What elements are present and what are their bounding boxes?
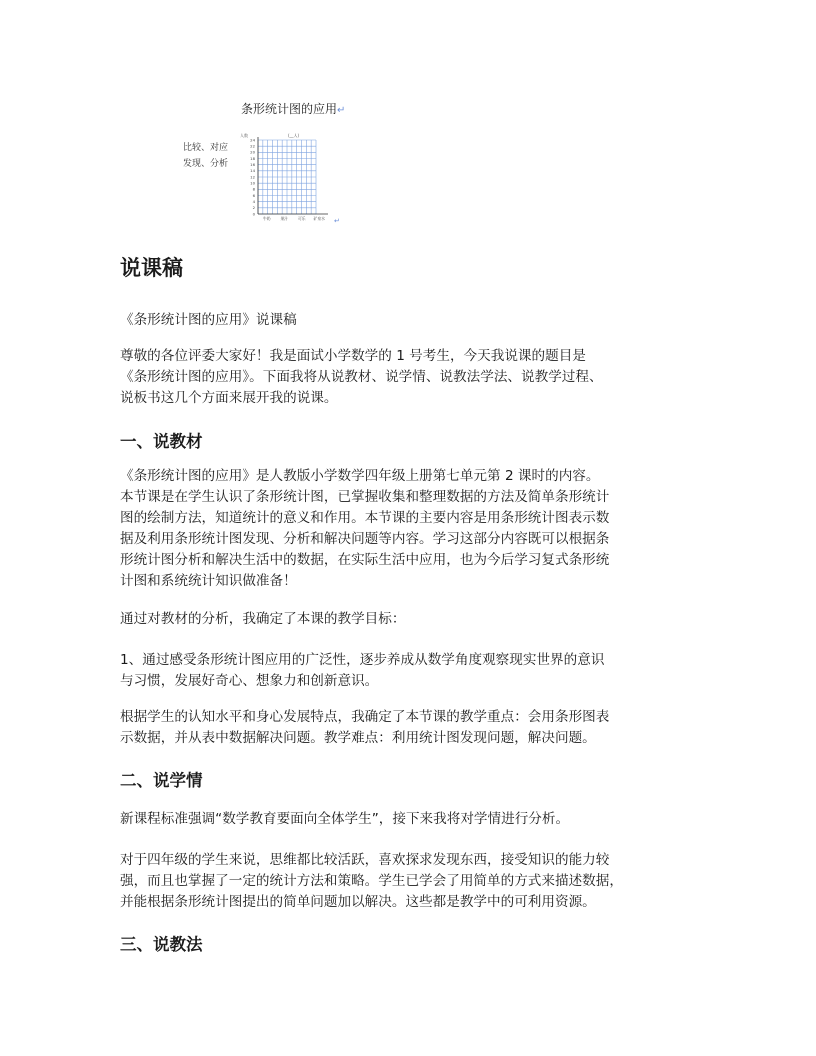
paragraph-mark-icon: ↵ <box>337 105 346 116</box>
y-tick-label: 14 <box>250 168 255 174</box>
y-tick-label: 24 <box>250 137 255 143</box>
key-points-paragraph: 根据学生的认知水平和身心发展特点，我确定了本节课的教学重点：会用条形图表 示数据，并从表中数据解决问题。教学难点：利用统计图发现问题，解决问题。 <box>120 709 610 746</box>
paragraph-mark-icon: ↵ <box>334 217 340 224</box>
students-paragraph: 对于四年级的学生来说，思维都比较活跃，喜欢探求发现东西，接受知识的能力较 强，而且也掌握了一定的统计方法和策略。学生已学会了用简单的方式来描述数据， 并能根据条形统计图提出的简单问题加以解决。这些都是教学中的可利用资源。 <box>120 852 623 910</box>
y-tick-label: 16 <box>250 162 255 168</box>
y-tick-label: 18 <box>250 155 255 161</box>
x-category-label: 可乐 <box>297 216 306 221</box>
y-tick-label: 0 <box>252 211 255 217</box>
subtitle: 《条形统计图的应用》说课稿 <box>120 312 297 328</box>
document-heading: 说课稿 <box>120 256 183 280</box>
x-category-label: 矿泉水 <box>313 216 325 221</box>
y-tick-label: 4 <box>252 199 255 205</box>
y-axis-ticks <box>250 137 255 216</box>
textbook-paragraph: 《条形统计图的应用》是人教版小学数学四年级上册第七单元第 2 课时的内容。 本节课是在学生认识了条形统计图，已掌握收集和整理数据的方法及简单条形统计 图的绘制方法，知道统计的意义和作用。本节课的主要内容是用条形统计图表示数 据及利用条形统计图发现、分析和解决问题等内容。学习这部分内容既可以根据条 形统计图分析和解决生活中的数据，在实际生活中应用，也为今后学习复式条形统 计图和系统统计知识做准备！ <box>120 468 610 589</box>
blackboard-design-figure <box>120 96 412 226</box>
board-note: 发现、分析 <box>183 159 229 169</box>
chart-grid <box>258 137 328 214</box>
intro-paragraph: 尊敬的各位评委大家好！我是面试小学数学的 1 号考生，今天我说课的题目是 《条形统计图的应用》。下面我将从说教材、说学情、说教法学法、说教学过程、 说板书这几个方面来展开我的说课。 <box>120 348 603 406</box>
section-title-methods: 三、说教法 <box>120 935 203 954</box>
y-tick-label: 12 <box>250 174 255 180</box>
y-tick-label: 10 <box>250 180 255 186</box>
y-tick-label: 22 <box>250 143 255 149</box>
x-category-label: 果汁 <box>280 216 289 221</box>
students-intro: 新课程标准强调“数学教育要面向全体学生”，接下来我将对学情进行分析。 <box>120 811 570 827</box>
y-tick-label: 6 <box>252 192 255 198</box>
board-note: 比较、对应 <box>183 143 229 153</box>
teaching-goal-item: 1、通过感受条形统计图应用的广泛性，逐步养成从数学角度观察现实世界的意识 与习惯，发展好奇心、想象力和创新意识。 <box>120 652 605 689</box>
y-tick-label: 20 <box>250 149 255 155</box>
y-tick-label: 8 <box>252 186 255 192</box>
board-notes <box>183 140 228 172</box>
section-title-students: 二、说学情 <box>120 771 203 790</box>
section-title-textbook: 一、说教材 <box>120 432 203 451</box>
blank-bar-chart-grid <box>238 132 348 224</box>
x-category-label: 牛奶 <box>262 216 271 221</box>
y-axis-title: 人数 <box>240 133 248 138</box>
x-axis-categories <box>263 216 325 221</box>
teaching-goal-intro: 通过对教材的分析，我确定了本课的教学目标： <box>120 611 406 627</box>
chart-caption: (__人) <box>288 133 300 138</box>
y-tick-label: 2 <box>252 205 255 211</box>
board-title: 条形统计图的应用↵ <box>241 102 346 116</box>
